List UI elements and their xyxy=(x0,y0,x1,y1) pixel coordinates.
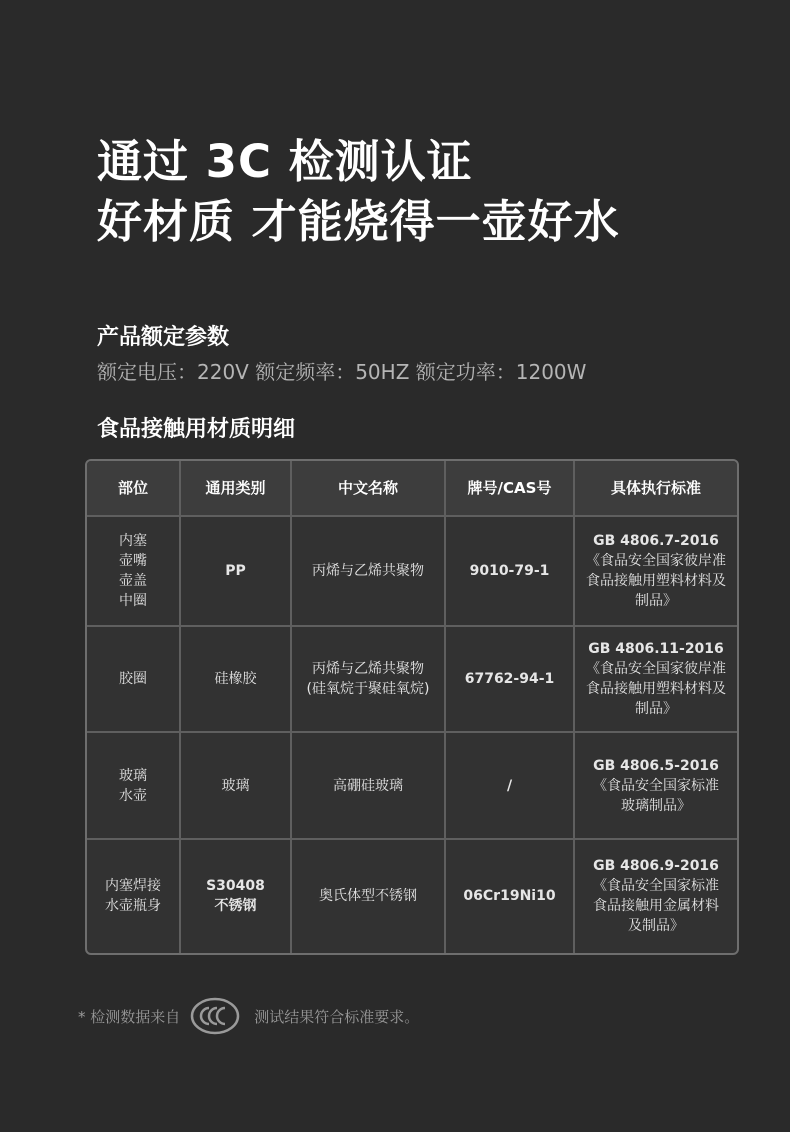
standard-text: 《食品安全国家彼岸准 食品接触用塑料材料及制品》 xyxy=(586,553,726,610)
standard-cell xyxy=(574,732,737,838)
table-row xyxy=(87,516,737,626)
footnote xyxy=(78,1000,419,1032)
table-header-cell: 中文名称 xyxy=(291,461,445,516)
standard-cell xyxy=(574,516,737,626)
standard-text: 《食品安全国家彼岸准 食品接触用塑料材料及制品》 xyxy=(586,661,726,718)
part-cell: 胶圈 xyxy=(87,626,180,732)
standard-code: GB 4806.11-2016 xyxy=(588,641,724,658)
name-cell: 奥氏体型不锈钢 xyxy=(291,839,445,953)
params-text: 额定电压：220V 额定频率：50HZ 额定功率：1200W xyxy=(97,360,587,384)
part-cell: 内塞 壶嘴 壶盖 中圈 xyxy=(87,516,180,626)
code-cell: 67762-94-1 xyxy=(445,626,574,732)
code-cell: 9010-79-1 xyxy=(445,516,574,626)
category-cell: S30408 不锈钢 xyxy=(180,839,291,953)
standard-code: GB 4806.9-2016 xyxy=(593,858,719,875)
table-row xyxy=(87,839,737,953)
name-cell: 丙烯与乙烯共聚物 xyxy=(291,516,445,626)
materials-table xyxy=(87,461,737,953)
category-cell: PP xyxy=(180,516,291,626)
part-cell: 玻璃 水壶 xyxy=(87,732,180,838)
table-row xyxy=(87,732,737,838)
part-cell: 内塞焊接 水壶瓶身 xyxy=(87,839,180,953)
category-cell: 硅橡胶 xyxy=(180,626,291,732)
standard-text: 《食品安全国家标准 玻璃制品》 xyxy=(593,777,719,814)
standard-cell xyxy=(574,839,737,953)
materials-table-container xyxy=(85,459,739,955)
table-header-cell: 部位 xyxy=(87,461,180,516)
name-cell: 高硼硅玻璃 xyxy=(291,732,445,838)
materials-title: 食品接触用材质明细 xyxy=(97,417,296,442)
category-cell: 玻璃 xyxy=(180,732,291,838)
code-cell: / xyxy=(445,732,574,838)
headline-line-1: 通过 3C 检测认证 xyxy=(97,135,473,188)
headline xyxy=(97,132,620,252)
table-header-cell: 通用类别 xyxy=(180,461,291,516)
table-row xyxy=(87,626,737,732)
standard-cell xyxy=(574,626,737,732)
table-header-row xyxy=(87,461,737,516)
standard-text: 《食品安全国家标准 食品接触用金属材料 及制品》 xyxy=(593,878,719,935)
ccc-logo-icon xyxy=(190,997,240,1035)
params-title: 产品额定参数 xyxy=(97,325,230,350)
code-cell: 06Cr19Ni10 xyxy=(445,839,574,953)
footnote-suffix: 测试结果符合标准要求。 xyxy=(254,1007,420,1026)
headline-line-2: 好材质 才能烧得一壶好水 xyxy=(97,195,620,248)
standard-code: GB 4806.7-2016 xyxy=(593,533,719,550)
standard-code: GB 4806.5-2016 xyxy=(593,757,719,774)
name-cell: 丙烯与乙烯共聚物 (硅氧烷于聚硅氧烷) xyxy=(291,626,445,732)
table-header-cell: 牌号/CAS号 xyxy=(445,461,574,516)
footnote-prefix: * 检测数据来自 xyxy=(78,1007,181,1026)
table-header-cell: 具体执行标准 xyxy=(574,461,737,516)
